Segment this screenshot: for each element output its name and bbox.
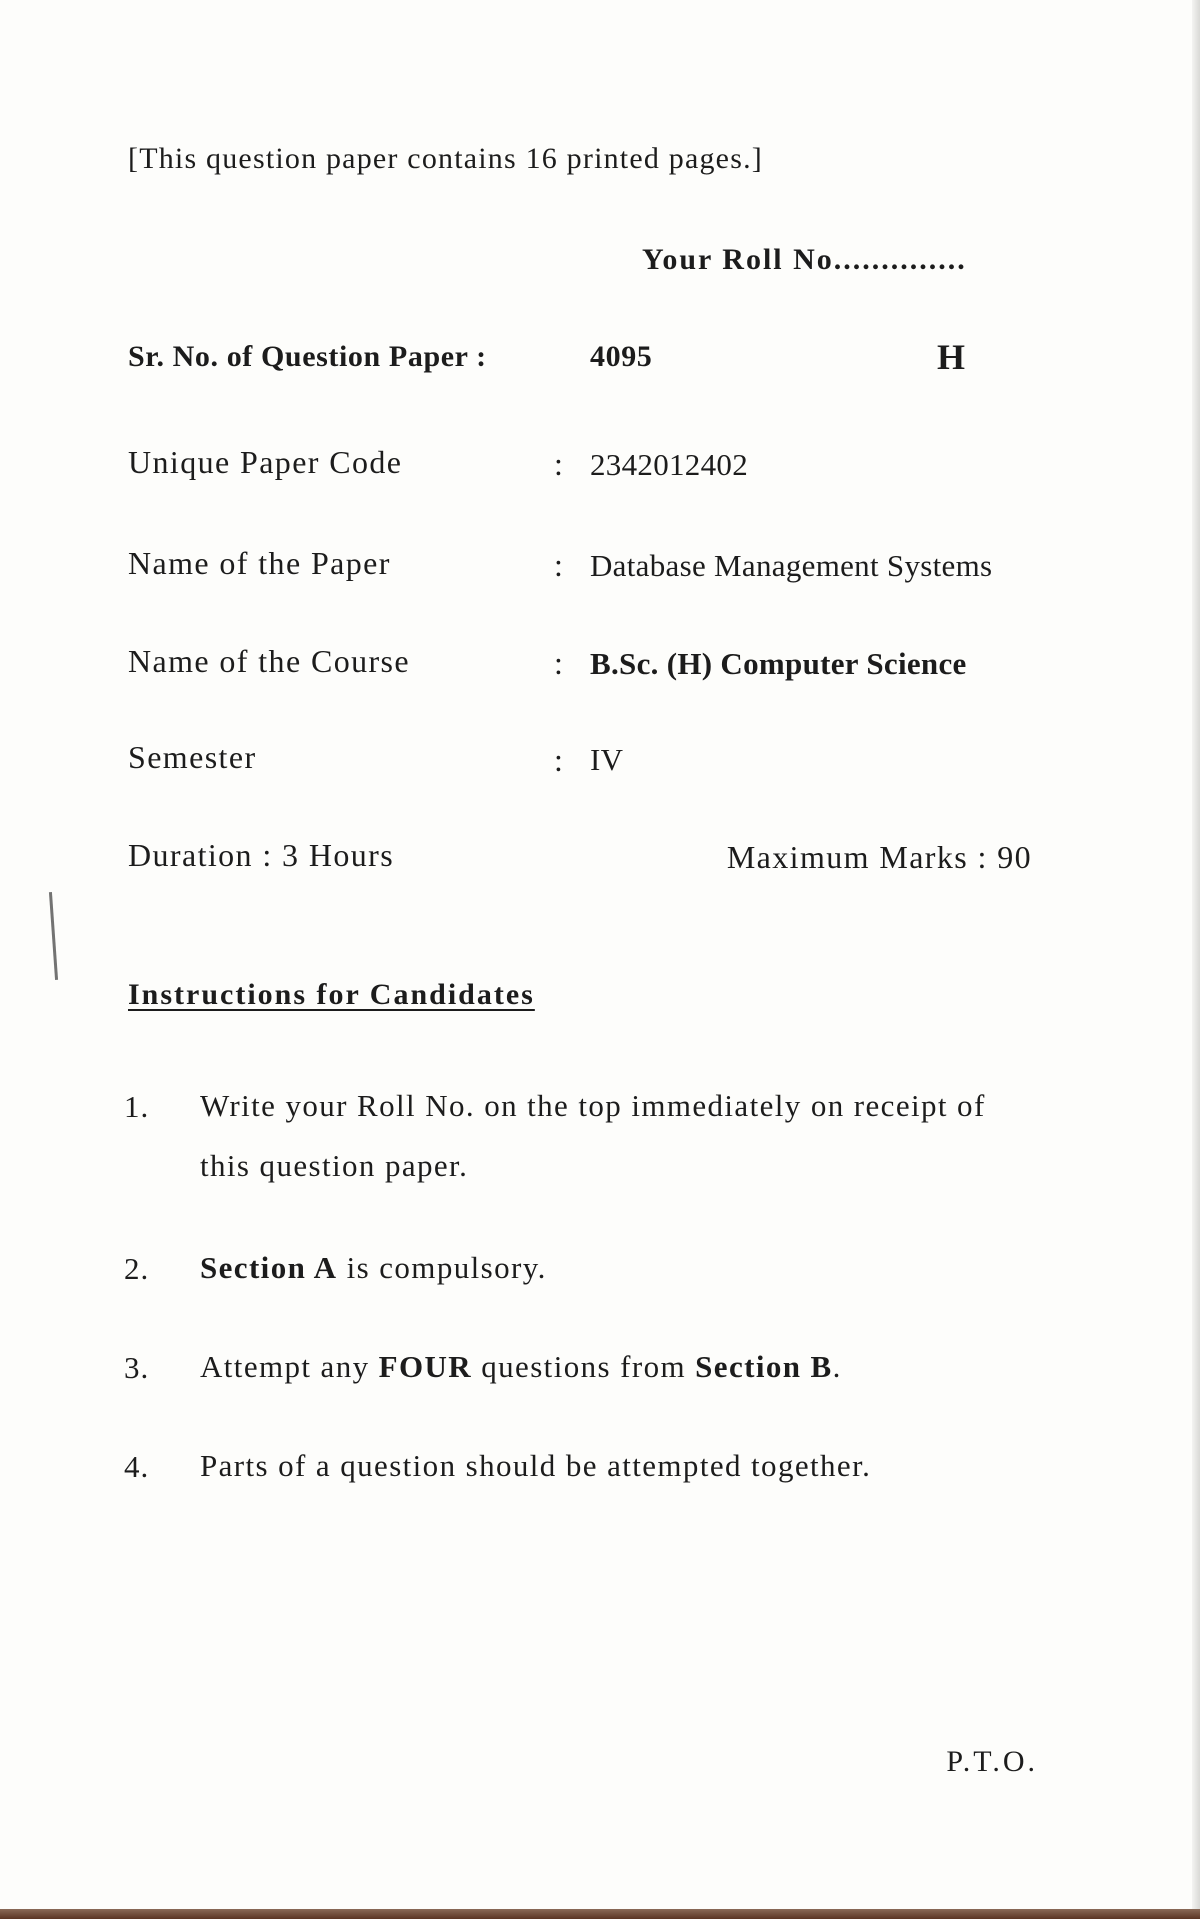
instruction-text: Parts of a question should be attempted together. [200,1448,872,1483]
instruction-emphasis: FOUR [378,1349,473,1384]
instruction-text: Write your Roll No. on the top immediately on receipt of this question paper. [200,1088,986,1183]
detail-value-paper-name: Database Management Systems [590,548,993,583]
instruction-number: 4. [124,1449,150,1484]
detail-colon: : [554,742,563,778]
margin-pen-mark [49,892,58,980]
detail-value-semester: IV [590,742,624,777]
detail-colon: : [554,645,563,681]
maximum-marks: Maximum Marks : 90 [726,839,1032,875]
instruction-text-part: Attempt any [200,1349,379,1384]
scan-edge-right [1192,0,1200,1919]
instruction-number: 1. [124,1089,150,1124]
instruction-text-part: questions from [472,1349,696,1384]
instruction-text [200,1238,547,1298]
instruction-text-part: . [832,1349,842,1384]
page-count-note: [This question paper contains 16 printed pages.] [128,142,763,175]
instruction-number: 2. [124,1251,150,1286]
detail-label-course-name: Name of the Course [128,643,411,679]
detail-label-semester: Semester [128,739,257,775]
detail-label-paper-name: Name of the Paper [128,545,391,581]
detail-value-course-name: B.Sc. (H) Computer Science [590,646,967,681]
instruction-text-part: is compulsory. [337,1250,547,1285]
instruction-number: 3. [124,1350,150,1385]
instructions-heading: Instructions for Candidates [128,978,535,1011]
instruction-emphasis: Section A [200,1250,338,1285]
detail-colon: : [554,446,563,482]
serial-number-value: 4095 [590,340,653,373]
serial-number-label: Sr. No. of Question Paper : [128,340,487,373]
detail-colon: : [554,547,563,583]
instruction-emphasis: Section B [695,1349,833,1384]
please-turn-over: P.T.O. [946,1745,1038,1778]
duration: Duration : 3 Hours [128,837,395,873]
paper-set-code: H [937,337,966,377]
instruction-text [200,1337,842,1397]
detail-label-paper-code: Unique Paper Code [128,444,403,480]
scan-edge-bottom [0,1909,1200,1919]
roll-number-field: Your Roll No.............. [642,243,967,276]
detail-value-paper-code: 2342012402 [590,447,748,482]
